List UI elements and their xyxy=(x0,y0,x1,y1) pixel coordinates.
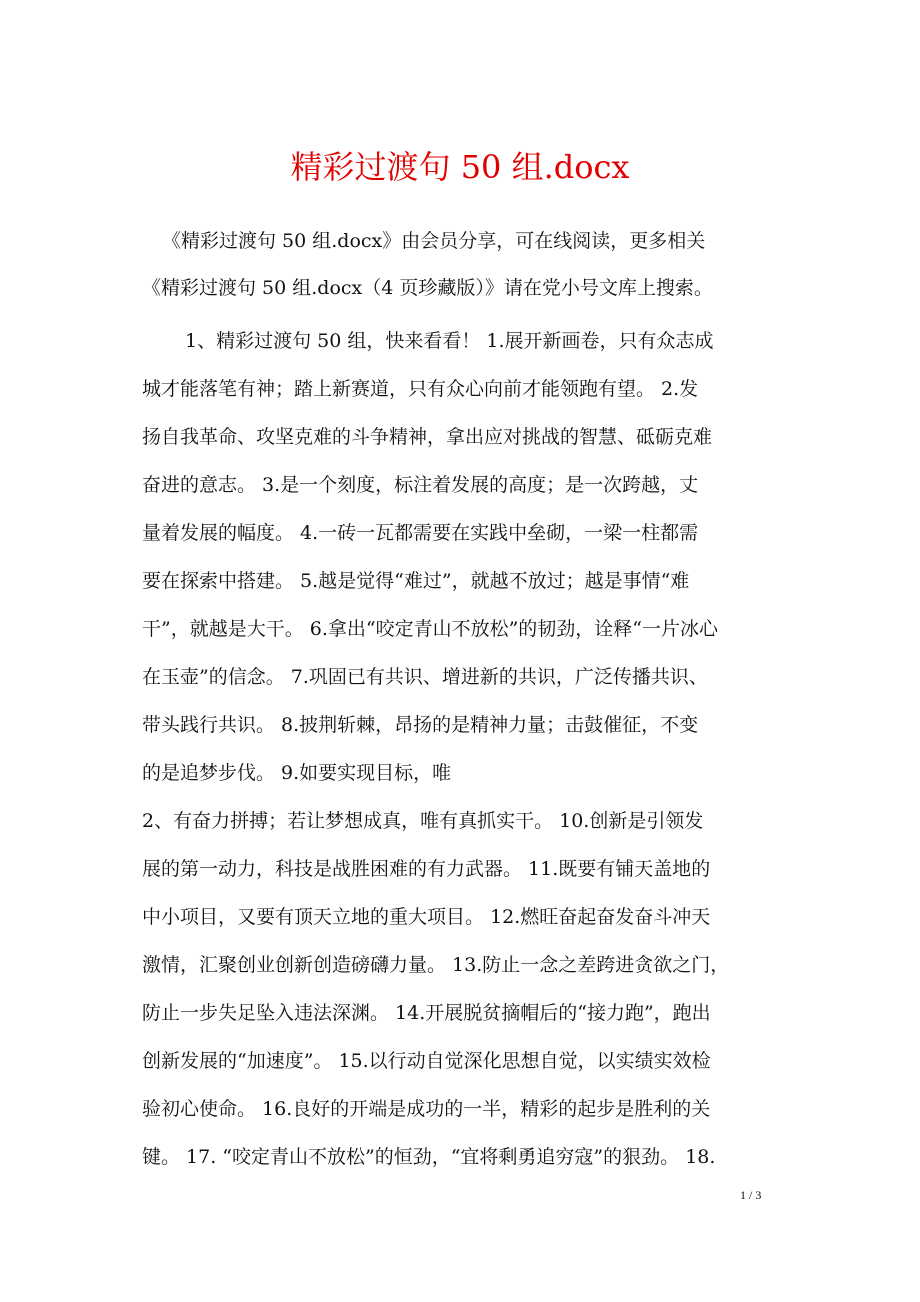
body-line: 奋进的意志。 3.是一个刻度，标注着发展的高度；是一次跨越，丈 xyxy=(142,474,699,496)
body-line: 的是追梦步伐。 9.如要实现目标，唯 xyxy=(142,762,452,784)
body-line: 验初心使命。 16.良好的开端是成功的一半，精彩的起步是胜利的关 xyxy=(142,1098,711,1120)
body-line: 激情，汇聚创业创新创造磅礴力量。 13.防止一念之差跨进贪欲之门， xyxy=(142,954,730,976)
body-line: 1、精彩过渡句 50 组，快来看看！ 1.展开新画卷，只有众志成 xyxy=(185,330,714,352)
body-line: 展的第一动力，科技是战胜困难的有力武器。 11.既要有铺天盖地的 xyxy=(142,858,711,880)
body-line: 2、有奋力拼搏；若让梦想成真，唯有真抓实干。 10.创新是引领发 xyxy=(142,810,704,832)
document-title: 精彩过渡句 50 组.docx xyxy=(290,148,630,186)
body-line: 键。 17. “咬定青山不放松”的恒劲，“宜将剩勇追穷寇”的狠劲。 18. xyxy=(142,1146,716,1168)
body-line: 城才能落笔有神；踏上新赛道，只有众心向前才能领跑有望。 2.发 xyxy=(142,378,699,400)
body-line: 带头践行共识。 8.披荆斩棘，昂扬的是精神力量；击鼓催征，不变 xyxy=(142,714,699,736)
body-line: 防止一步失足坠入违法深渊。 14.开展脱贫摘帽后的“接力跑”，跑出 xyxy=(142,1002,711,1024)
intro-line: 《精彩过渡句 50 组.docx（4 页珍藏版）》请在党小号文库上搜索。 xyxy=(142,277,713,299)
body-line: 量着发展的幅度。 4.一砖一瓦都需要在实践中垒砌，一梁一柱都需 xyxy=(142,522,699,544)
page-number: 1 / 3 xyxy=(740,1188,762,1202)
body-line: 扬自我革命、攻坚克难的斗争精神，拿出应对挑战的智慧、砥砺克难 xyxy=(142,426,713,448)
intro-line: 《精彩过渡句 50 组.docx》由会员分享，可在线阅读，更多相关 xyxy=(162,230,706,252)
body-line: 在玉壶”的信念。 7.巩固已有共识、增进新的共识，广泛传播共识、 xyxy=(142,666,708,688)
body-line: 中小项目，又要有顶天立地的重大项目。 12.燃旺奋起奋发奋斗冲天 xyxy=(142,906,711,928)
body-line: 要在探索中搭建。 5.越是觉得“难过”，就越不放过；越是事情“难 xyxy=(142,570,690,592)
body-line: 干”，就越是大干。 6.拿出“咬定青山不放松”的韧劲，诠释“一片冰心 xyxy=(142,618,719,640)
body-line: 创新发展的“加速度”。 15.以行动自觉深化思想自觉，以实绩实效检 xyxy=(142,1050,711,1072)
